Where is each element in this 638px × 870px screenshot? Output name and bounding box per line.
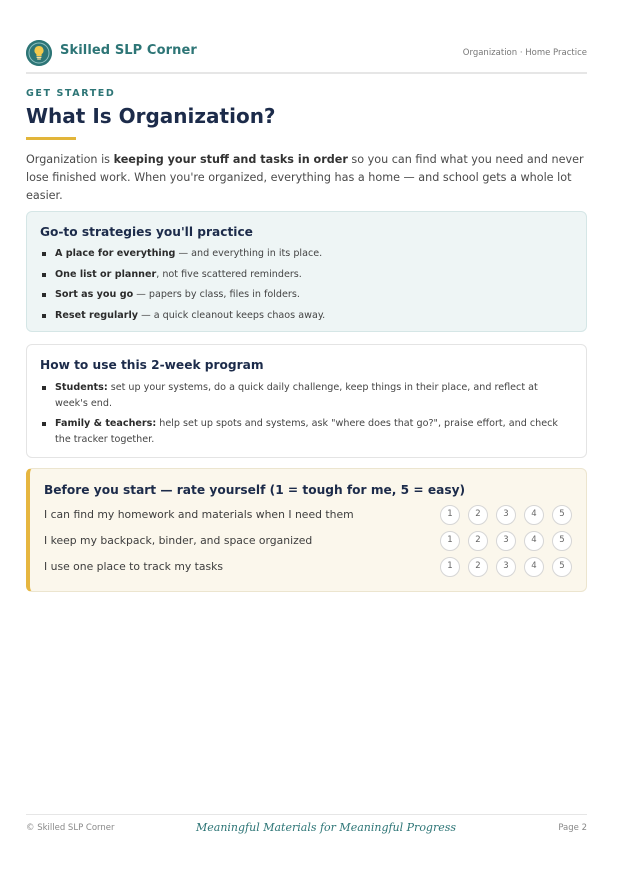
rating-scale	[440, 530, 574, 552]
rating-option-5[interactable]: 5	[552, 505, 572, 525]
rating-option-4[interactable]: 4	[524, 557, 544, 577]
list-item-bold: Reset regularly	[55, 309, 139, 321]
rating-option-4[interactable]: 4	[524, 505, 544, 525]
list-item	[41, 416, 571, 448]
rating-option-3[interactable]: 3	[496, 531, 516, 551]
list-item-text: — a quick cleanout keeps chaos away.	[138, 309, 326, 321]
strategies-title: Go-to strategies you'll practice	[40, 225, 253, 239]
strategies-list	[41, 247, 571, 329]
list-item	[41, 268, 571, 282]
rating-scale	[440, 504, 574, 526]
footer-tagline: Meaningful Materials for Meaningful Progress	[196, 821, 457, 834]
brand-name: Skilled SLP Corner	[60, 43, 197, 58]
rating-option-1[interactable]: 1	[440, 505, 460, 525]
list-item	[41, 247, 571, 261]
rating-option-1[interactable]: 1	[440, 557, 460, 577]
page	[26, 0, 587, 870]
title-underline	[26, 137, 76, 140]
rating-option-5[interactable]: 5	[552, 557, 572, 577]
self-rating-card	[26, 468, 587, 592]
list-item	[41, 380, 571, 412]
intro-paragraph	[26, 151, 587, 205]
footer-copyright: © Skilled SLP Corner	[26, 823, 115, 833]
list-item-bold: Students:	[55, 382, 108, 393]
rating-option-5[interactable]: 5	[552, 531, 572, 551]
rating-row-label: I use one place to track my tasks	[44, 560, 224, 573]
program-title: How to use this 2-week program	[40, 358, 264, 372]
program-card	[26, 344, 587, 458]
page-number: Page 2	[558, 823, 587, 833]
rating-option-4[interactable]: 4	[524, 531, 544, 551]
rating-option-1[interactable]: 1	[440, 531, 460, 551]
lightbulb-icon	[26, 40, 52, 66]
list-item-text: — papers by class, files in folders.	[133, 289, 300, 300]
page-footer	[26, 814, 587, 844]
rating-option-2[interactable]: 2	[468, 531, 488, 551]
list-item-bold: One list or planner	[55, 268, 157, 280]
rating-row-label: I can find my homework and materials when I need them	[44, 508, 354, 521]
section-eyebrow: GET STARTED	[26, 88, 116, 99]
rating-row-label: I keep my backpack, binder, and space organized	[44, 534, 313, 547]
list-item-text: set up your systems, do a quick daily challenge, keep things in their place, and reflect at week's end.	[55, 382, 538, 409]
intro-text-bold: keeping your stuff and tasks in order	[113, 153, 348, 166]
rating-row	[44, 530, 574, 552]
rating-row	[44, 556, 574, 578]
list-item-text: help set up spots and systems, ask "where does that go?", praise effort, and check the tracker together.	[55, 418, 558, 445]
rating-row	[44, 504, 574, 526]
breadcrumb: Organization · Home Practice	[462, 48, 587, 58]
rating-option-3[interactable]: 3	[496, 557, 516, 577]
page-title: What Is Organization?	[26, 104, 276, 128]
strategies-card	[26, 211, 587, 332]
list-item	[41, 288, 571, 302]
list-item-bold: A place for everything	[55, 248, 176, 259]
list-item-text: — and everything in its place.	[175, 248, 323, 259]
list-item	[41, 309, 571, 323]
list-item-bold: Family & teachers:	[55, 418, 157, 429]
page-header	[26, 40, 587, 74]
program-list	[41, 380, 571, 452]
rating-option-2[interactable]: 2	[468, 557, 488, 577]
list-item-text: , not five scattered reminders.	[156, 268, 302, 280]
rating-scale	[440, 556, 574, 578]
rating-option-3[interactable]: 3	[496, 505, 516, 525]
intro-text-end: so you can find what you need and never lose finished work. When you're organized, everything has a home — and school gets a whole lot easier.	[26, 153, 584, 202]
rating-option-2[interactable]: 2	[468, 505, 488, 525]
rating-title: Before you start — rate yourself (1 = tough for me, 5 = easy)	[44, 483, 466, 497]
list-item-bold: Sort as you go	[55, 289, 134, 300]
intro-text-start: Organization is	[26, 153, 114, 166]
